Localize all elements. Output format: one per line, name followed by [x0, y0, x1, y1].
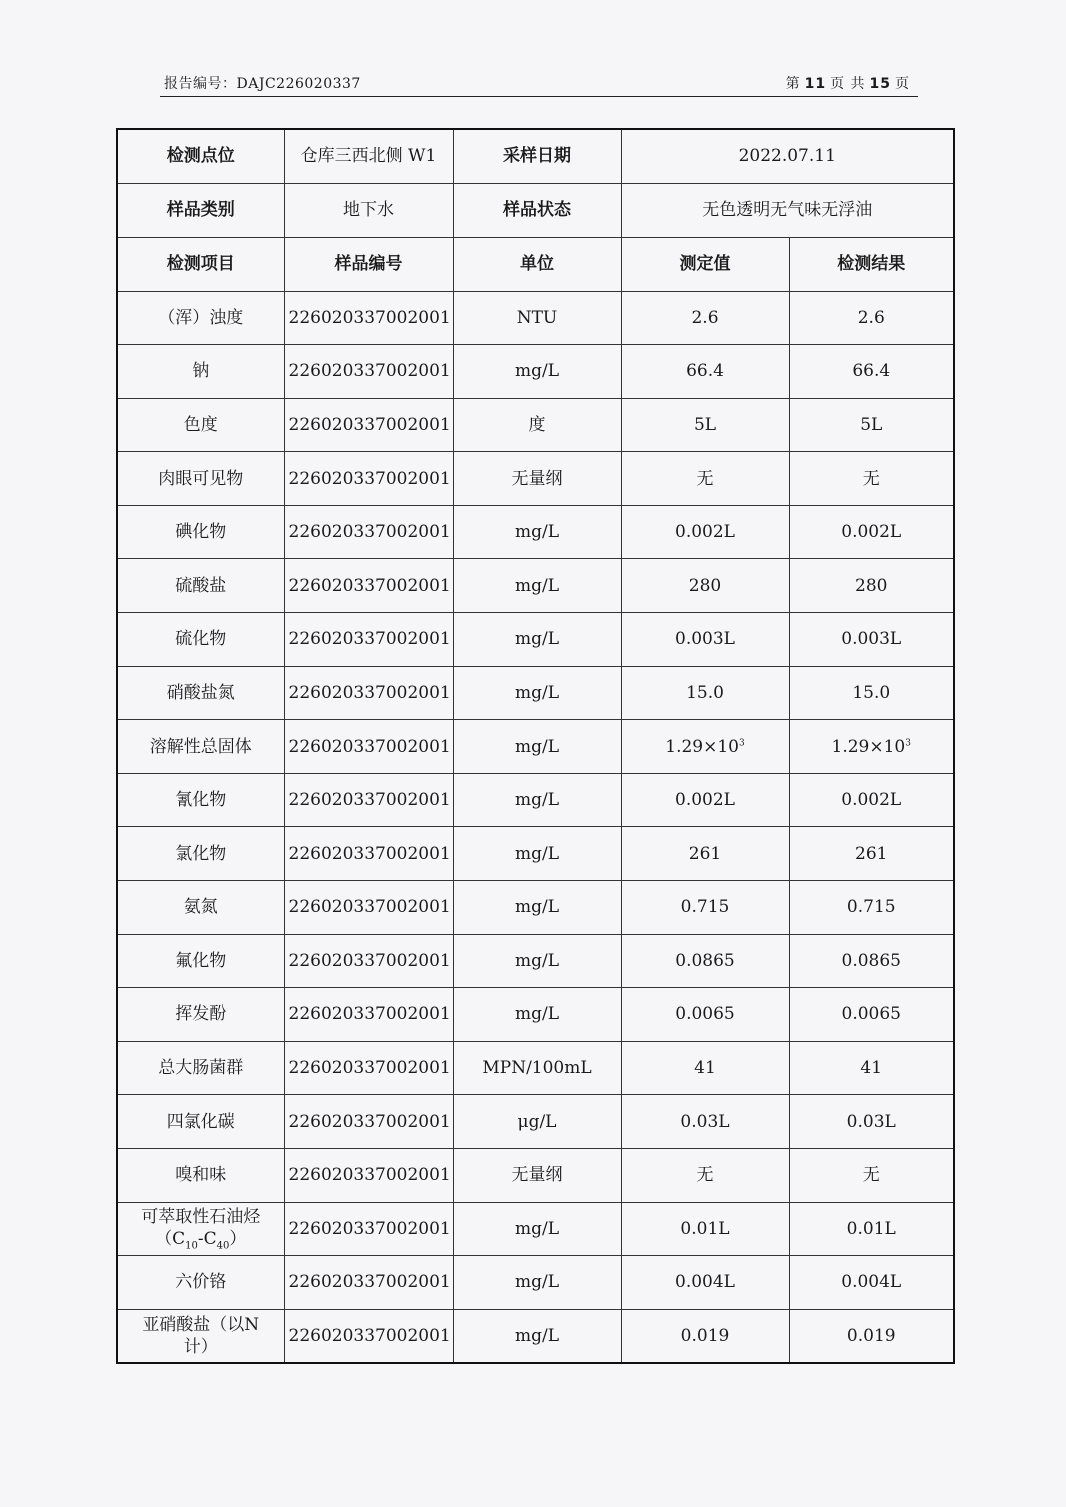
item-name: 氰化物 [117, 773, 284, 827]
table-row [117, 1095, 954, 1149]
unit: 无量纲 [453, 1149, 621, 1203]
measured-value: 无 [621, 452, 789, 506]
sample-number: 226020337002001 [284, 291, 453, 345]
table-row [117, 613, 954, 667]
col-header-result: 检测结果 [789, 237, 954, 291]
measured-value: 0.01L [621, 1202, 789, 1256]
table-row [117, 1256, 954, 1310]
test-result: $1.29\times 10^3$ [789, 720, 954, 774]
table-row [117, 291, 954, 345]
type-label: 样品类别 [117, 183, 284, 237]
col-header-measured: 测定值 [621, 237, 789, 291]
measured-value: $1.29\times 10^3$ [621, 720, 789, 774]
table-row [117, 345, 954, 399]
sample-number: 226020337002001 [284, 1256, 453, 1310]
col-header-unit: 单位 [453, 237, 621, 291]
measured-value: 2.6 [621, 291, 789, 345]
report-number: 报告编号：DAJC226020337 [164, 76, 361, 92]
page-indicator: 第 11 页 共 15 页 [785, 76, 910, 92]
test-result: 无 [789, 452, 954, 506]
sample-number: 226020337002001 [284, 452, 453, 506]
point-label: 检测点位 [117, 129, 284, 183]
test-result: 0.019 [789, 1309, 954, 1363]
test-result: 0.002L [789, 505, 954, 559]
state-value: 无色透明无气味无浮油 [621, 183, 954, 237]
measured-value: 41 [621, 1041, 789, 1095]
table-row [117, 881, 954, 935]
test-result: 0.0865 [789, 934, 954, 988]
measured-value: 0.03L [621, 1095, 789, 1149]
unit: mg/L [453, 720, 621, 774]
test-result: 无 [789, 1149, 954, 1203]
sample-number: 226020337002001 [284, 934, 453, 988]
item-name: 肉眼可见物 [117, 452, 284, 506]
table-row [117, 934, 954, 988]
item-name: 可萃取性石油烃 $(C_{10}-C_{40})$ [117, 1202, 284, 1256]
measured-value: 5L [621, 398, 789, 452]
unit: mg/L [453, 1309, 621, 1363]
measured-value: 0.003L [621, 613, 789, 667]
item-name: 硫酸盐 [117, 559, 284, 613]
unit: mg/L [453, 934, 621, 988]
unit: mg/L [453, 827, 621, 881]
unit: mg/L [453, 345, 621, 399]
item-name: 硫化物 [117, 613, 284, 667]
sample-number: 226020337002001 [284, 827, 453, 881]
item-name: 四氯化碳 [117, 1095, 284, 1149]
measured-value: 0.002L [621, 773, 789, 827]
type-value: 地下水 [284, 183, 453, 237]
sample-number: 226020337002001 [284, 505, 453, 559]
test-result: 2.6 [789, 291, 954, 345]
measured-value: 261 [621, 827, 789, 881]
unit: μg/L [453, 1095, 621, 1149]
item-name: 钠 [117, 345, 284, 399]
test-result: 41 [789, 1041, 954, 1095]
sample-number: 226020337002001 [284, 988, 453, 1042]
item-name: 溶解性总固体 [117, 720, 284, 774]
measured-value: 0.715 [621, 881, 789, 935]
test-result: 0.002L [789, 773, 954, 827]
item-name: 氨氮 [117, 881, 284, 935]
test-result: 0.0065 [789, 988, 954, 1042]
unit: mg/L [453, 773, 621, 827]
sample-number: 226020337002001 [284, 1041, 453, 1095]
table-row [117, 773, 954, 827]
point-value: 仓库三西北侧 W1 [284, 129, 453, 183]
table-row [117, 666, 954, 720]
test-result: 0.003L [789, 613, 954, 667]
unit: NTU [453, 291, 621, 345]
measured-value: 280 [621, 559, 789, 613]
column-header-row [117, 237, 954, 291]
sample-number: 226020337002001 [284, 1202, 453, 1256]
test-result: 0.715 [789, 881, 954, 935]
meta-row-point [117, 129, 954, 183]
test-result: 0.03L [789, 1095, 954, 1149]
measured-value: 0.0865 [621, 934, 789, 988]
sample-number: 226020337002001 [284, 720, 453, 774]
sample-number: 226020337002001 [284, 881, 453, 935]
table-row [117, 988, 954, 1042]
col-header-item: 检测项目 [117, 237, 284, 291]
unit: mg/L [453, 881, 621, 935]
unit: mg/L [453, 988, 621, 1042]
item-name: 总大肠菌群 [117, 1041, 284, 1095]
sample-number: 226020337002001 [284, 398, 453, 452]
table-row [117, 559, 954, 613]
test-result: 15.0 [789, 666, 954, 720]
test-result: 261 [789, 827, 954, 881]
sample-number: 226020337002001 [284, 1095, 453, 1149]
unit: 度 [453, 398, 621, 452]
unit: mg/L [453, 613, 621, 667]
item-name: 硝酸盐氮 [117, 666, 284, 720]
measured-value: 15.0 [621, 666, 789, 720]
unit: mg/L [453, 666, 621, 720]
measured-value: 无 [621, 1149, 789, 1203]
item-name: 嗅和味 [117, 1149, 284, 1203]
test-result: 280 [789, 559, 954, 613]
unit: mg/L [453, 1256, 621, 1310]
page-header [160, 74, 918, 97]
unit: mg/L [453, 559, 621, 613]
item-name: 氯化物 [117, 827, 284, 881]
unit: mg/L [453, 1202, 621, 1256]
item-name: 六价铬 [117, 1256, 284, 1310]
test-result: 66.4 [789, 345, 954, 399]
unit: mg/L [453, 505, 621, 559]
table-row [117, 827, 954, 881]
measured-value: 66.4 [621, 345, 789, 399]
meta-row-type [117, 183, 954, 237]
table-row [117, 1041, 954, 1095]
unit: 无量纲 [453, 452, 621, 506]
measured-value: 0.004L [621, 1256, 789, 1310]
measured-value: 0.019 [621, 1309, 789, 1363]
sample-number: 226020337002001 [284, 613, 453, 667]
col-header-sample: 样品编号 [284, 237, 453, 291]
table-row [117, 505, 954, 559]
item-name: 亚硝酸盐（以N 计） [117, 1309, 284, 1363]
sample-number: 226020337002001 [284, 773, 453, 827]
state-label: 样品状态 [453, 183, 621, 237]
table-row [117, 452, 954, 506]
measured-value: 0.0065 [621, 988, 789, 1042]
table-row [117, 720, 954, 774]
test-results-table [116, 128, 955, 1364]
table-row [117, 398, 954, 452]
measured-value: 0.002L [621, 505, 789, 559]
table-row [117, 1202, 954, 1256]
date-value: 2022.07.11 [621, 129, 954, 183]
item-name: 色度 [117, 398, 284, 452]
date-label: 采样日期 [453, 129, 621, 183]
table-row [117, 1149, 954, 1203]
item-name: 氟化物 [117, 934, 284, 988]
item-name: 挥发酚 [117, 988, 284, 1042]
test-result: 5L [789, 398, 954, 452]
table-row [117, 1309, 954, 1363]
sample-number: 226020337002001 [284, 666, 453, 720]
sample-number: 226020337002001 [284, 345, 453, 399]
unit: MPN/100mL [453, 1041, 621, 1095]
item-name: 碘化物 [117, 505, 284, 559]
item-name: （浑）浊度 [117, 291, 284, 345]
test-result: 0.01L [789, 1202, 954, 1256]
test-result: 0.004L [789, 1256, 954, 1310]
sample-number: 226020337002001 [284, 1309, 453, 1363]
sample-number: 226020337002001 [284, 559, 453, 613]
sample-number: 226020337002001 [284, 1149, 453, 1203]
